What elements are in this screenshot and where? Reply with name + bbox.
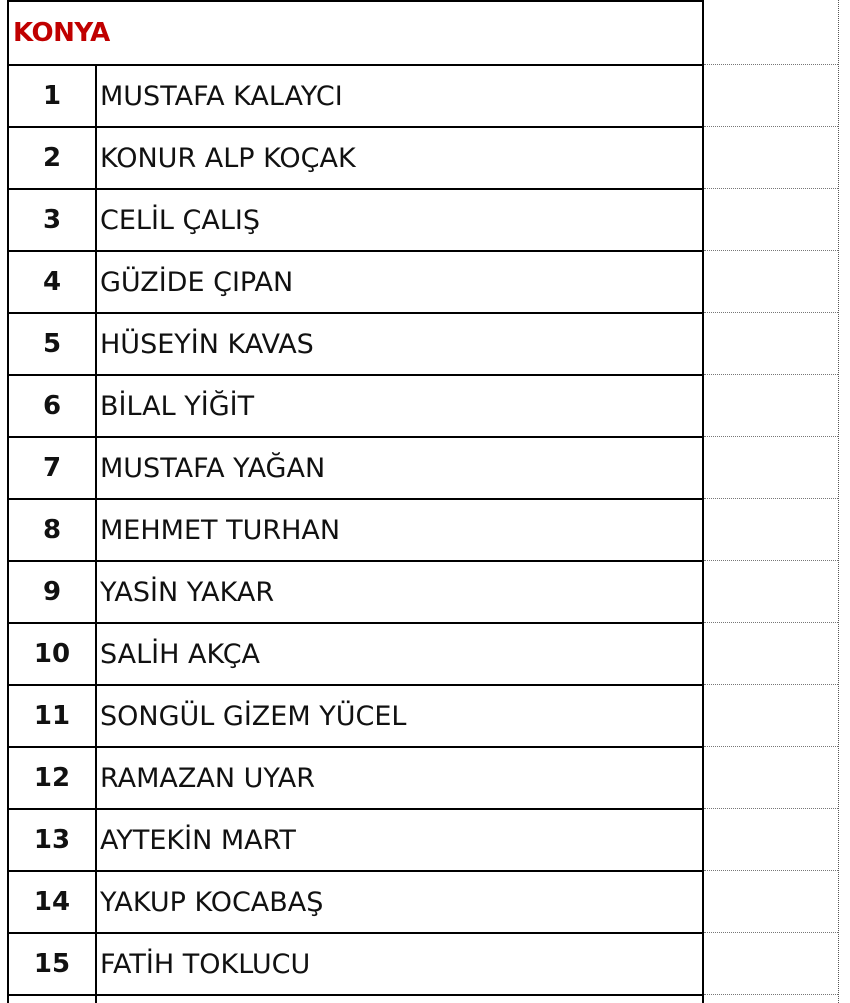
name-table [7,0,704,1003]
row-gridline [704,932,838,933]
row-number-cell[interactable]: 11 [9,686,97,746]
table-row-partial [9,996,702,1003]
name-cell[interactable]: MUSTAFA KALAYCI [100,80,343,112]
name-cell[interactable]: MEHMET TURHAN [100,514,341,546]
row-gridline [704,64,838,65]
table-row [9,810,702,872]
table-row [9,66,702,128]
name-cell[interactable]: CELİL ÇALIŞ [100,204,261,236]
row-gridline [704,622,838,623]
name-cell[interactable]: HÜSEYİN KAVAS [100,328,314,360]
name-cell[interactable]: MUSTAFA YAĞAN [100,452,326,484]
row-number-cell[interactable]: 13 [9,810,97,870]
table-row [9,376,702,438]
row-number-cell[interactable]: 8 [9,500,97,560]
name-cell[interactable]: SONGÜL GİZEM YÜCEL [100,700,407,732]
row-number-cell[interactable]: 4 [9,252,97,312]
table-row [9,686,702,748]
row-number-cell[interactable]: 10 [9,624,97,684]
table-row [9,562,702,624]
row-number-cell[interactable]: 1 [9,66,97,126]
row-number-cell[interactable]: 14 [9,872,97,932]
row-number-cell[interactable]: 9 [9,562,97,622]
name-cell[interactable]: GÜZİDE ÇIPAN [100,266,294,298]
table-row [9,128,702,190]
table-row [9,438,702,500]
name-cell[interactable]: YAKUP KOCABAŞ [100,886,324,918]
row-number-cell[interactable]: 6 [9,376,97,436]
table-row [9,500,702,562]
row-number-cell[interactable]: 12 [9,748,97,808]
row-number-cell[interactable]: 2 [9,128,97,188]
table-row [9,314,702,376]
row-gridline [704,188,838,189]
name-cell[interactable]: BİLAL YİĞİT [100,390,255,422]
row-gridline [704,498,838,499]
column-gridline [838,0,839,1003]
table-row [9,252,702,314]
row-number-cell[interactable]: 15 [9,934,97,994]
name-cell[interactable]: YASİN YAKAR [100,576,275,608]
row-gridline [704,560,838,561]
row-gridline [704,994,838,995]
row-number-cell[interactable]: 5 [9,314,97,374]
row-gridline [704,250,838,251]
table-row [9,190,702,252]
table-header-row [9,0,702,66]
row-gridline [704,436,838,437]
name-cell-empty[interactable] [97,996,702,1003]
row-gridline [704,684,838,685]
name-cell[interactable]: RAMAZAN UYAR [100,762,316,794]
table-row [9,872,702,934]
table-row [9,624,702,686]
row-gridline [704,312,838,313]
row-number-cell-empty[interactable] [9,996,97,1003]
name-cell[interactable]: FATİH TOKLUCU [100,948,311,980]
table-row [9,748,702,810]
row-number-cell[interactable]: 7 [9,438,97,498]
row-gridline [704,374,838,375]
row-number-cell[interactable]: 3 [9,190,97,250]
city-header-cell[interactable]: KONYA [13,18,110,48]
row-gridline [704,808,838,809]
name-cell[interactable]: SALİH AKÇA [100,638,261,670]
name-cell[interactable]: AYTEKİN MART [100,824,296,856]
row-gridline [704,126,838,127]
row-gridline [704,746,838,747]
name-cell[interactable]: KONUR ALP KOÇAK [100,142,356,174]
table-row [9,934,702,996]
row-gridline [704,870,838,871]
